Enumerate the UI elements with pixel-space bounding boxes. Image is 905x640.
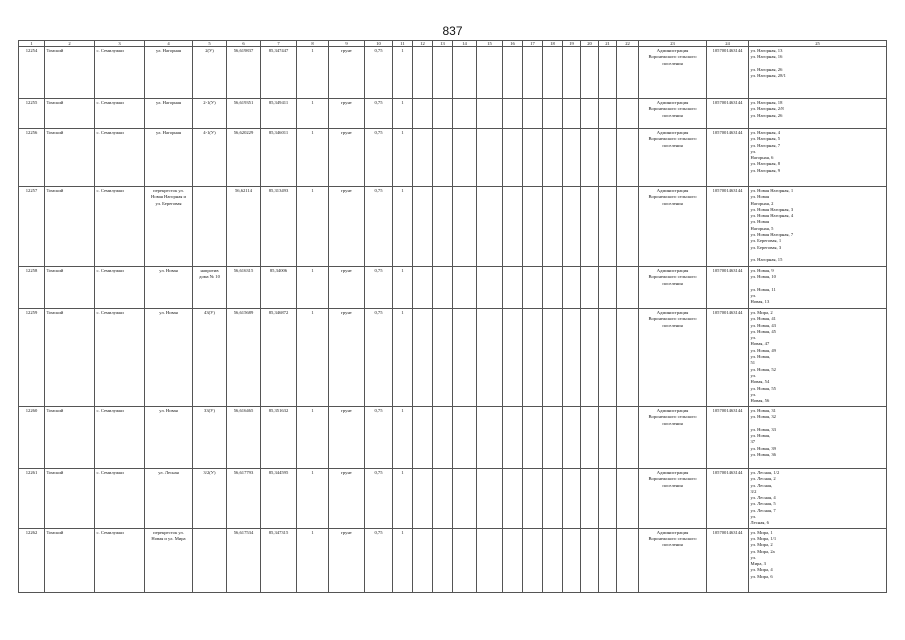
empty-cell <box>523 309 543 407</box>
empty-cell <box>599 309 617 407</box>
column-number: 12 <box>413 41 433 47</box>
empty-cell <box>433 99 453 129</box>
empty-cell <box>563 267 581 309</box>
column-number: 20 <box>581 41 599 47</box>
waste-sources-cell: ул. Мира, 1 ул. Мира, 1/1 ул. Мира, 2 ул. Мира, 2а ул. Мира, 3 ул. Мира, 4 ул. Мира, 6 <box>749 528 887 592</box>
waste-sources-cell: ул. Новая Нагорная, 1 ул. Новая Нагорная, 2 ул. Новая Нагорная, 3 ул. Новая Нагорная, 4 ул. Новая Нагорная, 5 ул. Новая Нагорная, 7 ул. Береговая, 1 ул. Береговая, 3 ул. Нагорная, 15 <box>749 187 887 267</box>
container-count-cell: 1 <box>297 528 329 592</box>
area-cell: 0,75 <box>365 99 393 129</box>
district-cell: Томский <box>45 309 95 407</box>
owner-cell: Администрация Воронежского сельского поселения <box>639 469 707 529</box>
empty-cell <box>413 407 433 469</box>
empty-cell <box>433 469 453 529</box>
empty-cell <box>617 129 639 187</box>
empty-cell <box>563 469 581 529</box>
column-number: 15 <box>477 41 503 47</box>
empty-cell <box>543 129 563 187</box>
container-count-cell: 1 <box>297 129 329 187</box>
settlement-cell: с. Семилужки <box>95 407 145 469</box>
latitude-cell: 56,616465 <box>227 407 261 469</box>
empty-cell <box>503 469 523 529</box>
area-cell: 0,75 <box>365 407 393 469</box>
empty-cell <box>581 129 599 187</box>
container-count-cell: 1 <box>297 47 329 99</box>
column-number: 4 <box>145 41 193 47</box>
owner-cell: Администрация Воронежского сельского поселения <box>639 267 707 309</box>
district-cell: Томский <box>45 99 95 129</box>
location-cell <box>193 528 227 592</box>
longitude-cell: 85,347315 <box>261 528 297 592</box>
empty-cell <box>599 187 617 267</box>
empty-cell <box>523 407 543 469</box>
empty-cell <box>581 267 599 309</box>
empty-cell <box>563 407 581 469</box>
settlement-cell: с. Семилужки <box>95 528 145 592</box>
site-count-cell: 1 <box>393 187 413 267</box>
container-count-cell: 1 <box>297 407 329 469</box>
owner-cell: Администрация Воронежского сельского поселения <box>639 129 707 187</box>
ogrn-cell: 1057001463144 <box>707 99 749 129</box>
table-row <box>19 47 887 99</box>
settlement-cell: с. Семилужки <box>95 99 145 129</box>
empty-cell <box>477 129 503 187</box>
settlement-cell: с. Семилужки <box>95 267 145 309</box>
table-row <box>19 129 887 187</box>
empty-cell <box>523 187 543 267</box>
empty-cell <box>413 267 433 309</box>
empty-cell <box>413 469 433 529</box>
street-cell: ул. Нагорная <box>145 129 193 187</box>
location-cell: 43(У) <box>193 309 227 407</box>
empty-cell <box>523 99 543 129</box>
empty-cell <box>453 309 477 407</box>
surface-cell: грунт <box>329 267 365 309</box>
column-number: 13 <box>433 41 453 47</box>
page-number: 837 <box>442 24 463 38</box>
empty-cell <box>523 47 543 99</box>
empty-cell <box>543 469 563 529</box>
empty-cell <box>599 528 617 592</box>
column-number: 16 <box>503 41 523 47</box>
area-cell: 0,75 <box>365 469 393 529</box>
settlement-cell: с. Семилужки <box>95 469 145 529</box>
column-number: 8 <box>297 41 329 47</box>
empty-cell <box>413 99 433 129</box>
settlement-cell: с. Семилужки <box>95 187 145 267</box>
column-number: 2 <box>45 41 95 47</box>
empty-cell <box>543 309 563 407</box>
empty-cell <box>617 187 639 267</box>
empty-cell <box>503 309 523 407</box>
longitude-cell: 85,349411 <box>261 99 297 129</box>
district-cell: Томский <box>45 528 95 592</box>
street-cell: ул. Новая <box>145 407 193 469</box>
owner-cell: Администрация Воронежского сельского поселения <box>639 187 707 267</box>
record-id: 12254 <box>19 47 45 99</box>
empty-cell <box>563 528 581 592</box>
table-row <box>19 187 887 267</box>
ogrn-cell: 1057001463144 <box>707 267 749 309</box>
table-row <box>19 99 887 129</box>
district-cell: Томский <box>45 129 95 187</box>
empty-cell <box>453 407 477 469</box>
owner-cell: Администрация Воронежского сельского поселения <box>639 309 707 407</box>
ogrn-cell: 1057001463144 <box>707 469 749 529</box>
location-cell: напротив дома № 10 <box>193 267 227 309</box>
location-cell: 2-1(У) <box>193 99 227 129</box>
surface-cell: грунт <box>329 528 365 592</box>
site-count-cell: 1 <box>393 469 413 529</box>
empty-cell <box>599 267 617 309</box>
table-row <box>19 407 887 469</box>
latitude-cell: 56,615689 <box>227 309 261 407</box>
empty-cell <box>599 129 617 187</box>
location-cell: 33(У) <box>193 407 227 469</box>
column-number: 24 <box>707 41 749 47</box>
column-number: 3 <box>95 41 145 47</box>
column-number: 18 <box>543 41 563 47</box>
surface-cell: грунт <box>329 47 365 99</box>
empty-cell <box>581 47 599 99</box>
district-cell: Томский <box>45 407 95 469</box>
empty-cell <box>413 129 433 187</box>
container-count-cell: 1 <box>297 469 329 529</box>
empty-cell <box>523 469 543 529</box>
owner-cell: Администрация Воронежского сельского поселения <box>639 47 707 99</box>
waste-sources-cell: ул. Новая, 31 ул. Новая, 32 ул. Новая, 33 ул. Новая, 37 ул. Новая, 39 ул. Новая, 36 <box>749 407 887 469</box>
empty-cell <box>477 47 503 99</box>
site-count-cell: 1 <box>393 47 413 99</box>
column-number: 25 <box>749 41 887 47</box>
site-count-cell: 1 <box>393 99 413 129</box>
empty-cell <box>523 528 543 592</box>
latitude-cell: 56,617534 <box>227 528 261 592</box>
container-count-cell: 1 <box>297 309 329 407</box>
empty-cell <box>523 129 543 187</box>
record-id: 12261 <box>19 469 45 529</box>
empty-cell <box>477 528 503 592</box>
empty-cell <box>453 267 477 309</box>
empty-cell <box>563 129 581 187</box>
container-count-cell: 1 <box>297 187 329 267</box>
empty-cell <box>433 129 453 187</box>
empty-cell <box>453 99 477 129</box>
empty-cell <box>477 267 503 309</box>
column-number: 14 <box>453 41 477 47</box>
empty-cell <box>543 407 563 469</box>
empty-cell <box>453 469 477 529</box>
empty-cell <box>453 187 477 267</box>
empty-cell <box>503 187 523 267</box>
column-number: 11 <box>393 41 413 47</box>
registry-table <box>18 40 887 593</box>
empty-cell <box>599 469 617 529</box>
empty-cell <box>477 187 503 267</box>
area-cell: 0,75 <box>365 187 393 267</box>
empty-cell <box>477 407 503 469</box>
ogrn-cell: 1057001463144 <box>707 407 749 469</box>
surface-cell: грунт <box>329 309 365 407</box>
surface-cell: грунт <box>329 407 365 469</box>
settlement-cell: с. Семилужки <box>95 129 145 187</box>
empty-cell <box>617 267 639 309</box>
empty-cell <box>563 47 581 99</box>
empty-cell <box>581 187 599 267</box>
surface-cell: грунт <box>329 187 365 267</box>
empty-cell <box>433 528 453 592</box>
empty-cell <box>477 469 503 529</box>
container-count-cell: 1 <box>297 267 329 309</box>
empty-cell <box>563 99 581 129</box>
ogrn-cell: 1057001463144 <box>707 47 749 99</box>
empty-cell <box>543 187 563 267</box>
empty-cell <box>523 267 543 309</box>
area-cell: 0,75 <box>365 129 393 187</box>
record-id: 12259 <box>19 309 45 407</box>
ogrn-cell: 1057001463144 <box>707 129 749 187</box>
street-cell: ул. Нагорная <box>145 99 193 129</box>
district-cell: Томский <box>45 267 95 309</box>
surface-cell: грунт <box>329 129 365 187</box>
record-id: 12262 <box>19 528 45 592</box>
area-cell: 0,75 <box>365 267 393 309</box>
record-id: 12258 <box>19 267 45 309</box>
empty-cell <box>413 528 433 592</box>
empty-cell <box>503 407 523 469</box>
surface-cell: грунт <box>329 469 365 529</box>
owner-cell: Администрация Воронежского сельского поселения <box>639 407 707 469</box>
ogrn-cell: 1057001463144 <box>707 187 749 267</box>
waste-sources-cell: ул. Лесная, 1/2 ул. Лесная, 2 ул. Лесная, 3/2 ул. Лесная, 4 ул. Лесная, 5 ул. Лесная, 7 ул. Лесная, 6 <box>749 469 887 529</box>
empty-cell <box>581 528 599 592</box>
empty-cell <box>599 47 617 99</box>
surface-cell: грунт <box>329 99 365 129</box>
empty-cell <box>617 469 639 529</box>
waste-sources-cell: ул. Нагорная, 18 ул. Нагорная, 2/8 ул. Нагорная, 26 <box>749 99 887 129</box>
street-cell: ул. Лесная <box>145 469 193 529</box>
empty-cell <box>581 469 599 529</box>
column-number: 1 <box>19 41 45 47</box>
empty-cell <box>543 99 563 129</box>
column-number: 6 <box>227 41 261 47</box>
longitude-cell: 85,346872 <box>261 309 297 407</box>
waste-sources-cell: ул. Новая, 9 ул. Новая, 10 ул. Новая, 11 ул. Новая, 13 <box>749 267 887 309</box>
latitude-cell: 56,620229 <box>227 129 261 187</box>
owner-cell: Администрация Воронежского сельского поселения <box>639 99 707 129</box>
container-count-cell: 1 <box>297 99 329 129</box>
empty-cell <box>503 528 523 592</box>
empty-cell <box>543 47 563 99</box>
location-cell <box>193 187 227 267</box>
empty-cell <box>581 407 599 469</box>
location-cell: 2(У) <box>193 47 227 99</box>
empty-cell <box>617 99 639 129</box>
longitude-cell: 85,351632 <box>261 407 297 469</box>
longitude-cell: 85,34006 <box>261 267 297 309</box>
empty-cell <box>477 99 503 129</box>
site-count-cell: 1 <box>393 129 413 187</box>
empty-cell <box>477 309 503 407</box>
empty-cell <box>503 99 523 129</box>
table-row <box>19 469 887 529</box>
column-number: 21 <box>599 41 617 47</box>
empty-cell <box>433 267 453 309</box>
empty-cell <box>433 47 453 99</box>
empty-cell <box>453 528 477 592</box>
registry-body <box>19 47 887 593</box>
empty-cell <box>433 187 453 267</box>
location-cell: 4-1(У) <box>193 129 227 187</box>
area-cell: 0,75 <box>365 309 393 407</box>
district-cell: Томский <box>45 469 95 529</box>
empty-cell <box>599 407 617 469</box>
empty-cell <box>453 129 477 187</box>
district-cell: Томский <box>45 47 95 99</box>
empty-cell <box>543 528 563 592</box>
column-number: 9 <box>329 41 365 47</box>
longitude-cell: 85,313493 <box>261 187 297 267</box>
street-cell: перекресток ул. Новая Нагорная и ул. Береговая <box>145 187 193 267</box>
record-id: 12257 <box>19 187 45 267</box>
area-cell: 0,75 <box>365 528 393 592</box>
latitude-cell: 56,62114 <box>227 187 261 267</box>
longitude-cell: 85,346011 <box>261 129 297 187</box>
empty-cell <box>433 407 453 469</box>
column-number: 7 <box>261 41 297 47</box>
waste-sources-cell: ул. Мира, 2 ул. Новая, 41 ул. Новая, 43 ул. Новая, 45 ул. Новая, 47 ул. Новая, 49 ул. Новая, 51 ул. Новая, 52 ул. Новая, 54 ул. Новая, 55 ул. Новая, 56 <box>749 309 887 407</box>
record-id: 12256 <box>19 129 45 187</box>
ogrn-cell: 1057001463144 <box>707 309 749 407</box>
settlement-cell: с. Семилужки <box>95 47 145 99</box>
site-count-cell: 1 <box>393 309 413 407</box>
empty-cell <box>453 47 477 99</box>
district-cell: Томский <box>45 187 95 267</box>
record-id: 12255 <box>19 99 45 129</box>
site-count-cell: 1 <box>393 407 413 469</box>
table-row <box>19 309 887 407</box>
column-number: 5 <box>193 41 227 47</box>
empty-cell <box>617 309 639 407</box>
empty-cell <box>433 309 453 407</box>
empty-cell <box>413 47 433 99</box>
empty-cell <box>617 528 639 592</box>
latitude-cell: 56,619351 <box>227 99 261 129</box>
latitude-cell: 56,616315 <box>227 267 261 309</box>
table-row <box>19 267 887 309</box>
street-cell: ул. Нагорная <box>145 47 193 99</box>
area-cell: 0,75 <box>365 47 393 99</box>
table-row <box>19 528 887 592</box>
empty-cell <box>581 99 599 129</box>
empty-cell <box>563 187 581 267</box>
empty-cell <box>503 47 523 99</box>
owner-cell: Администрация Воронежского сельского поселения <box>639 528 707 592</box>
empty-cell <box>543 267 563 309</box>
empty-cell <box>413 187 433 267</box>
empty-cell <box>563 309 581 407</box>
site-count-cell: 1 <box>393 528 413 592</box>
longitude-cell: 85,344595 <box>261 469 297 529</box>
site-count-cell: 1 <box>393 267 413 309</box>
latitude-cell: 56,619837 <box>227 47 261 99</box>
settlement-cell: с. Семилужки <box>95 309 145 407</box>
street-cell: ул. Новая <box>145 267 193 309</box>
empty-cell <box>503 129 523 187</box>
empty-cell <box>413 309 433 407</box>
empty-cell <box>617 47 639 99</box>
empty-cell <box>581 309 599 407</box>
longitude-cell: 85,347447 <box>261 47 297 99</box>
ogrn-cell: 1057001463144 <box>707 528 749 592</box>
location-cell: 3/2(У) <box>193 469 227 529</box>
column-number: 17 <box>523 41 543 47</box>
latitude-cell: 56,617793 <box>227 469 261 529</box>
street-cell: перекресток ул. Новая и ул. Мира <box>145 528 193 592</box>
empty-cell <box>599 99 617 129</box>
waste-sources-cell: ул. Нагорная, 13 ул. Нагорная, 16 ул. Нагорная, 26 ул. Нагорная, 28/1 <box>749 47 887 99</box>
waste-sources-cell: ул. Нагорная, 4 ул. Нагорная, 5 ул. Нагорная, 7 ул. Нагорная, 6 ул. Нагорная, 8 ул. Нагорная, 9 <box>749 129 887 187</box>
column-number: 10 <box>365 41 393 47</box>
column-number: 19 <box>563 41 581 47</box>
empty-cell <box>617 407 639 469</box>
column-number: 23 <box>639 41 707 47</box>
record-id: 12260 <box>19 407 45 469</box>
empty-cell <box>503 267 523 309</box>
column-number: 22 <box>617 41 639 47</box>
street-cell: ул. Новая <box>145 309 193 407</box>
